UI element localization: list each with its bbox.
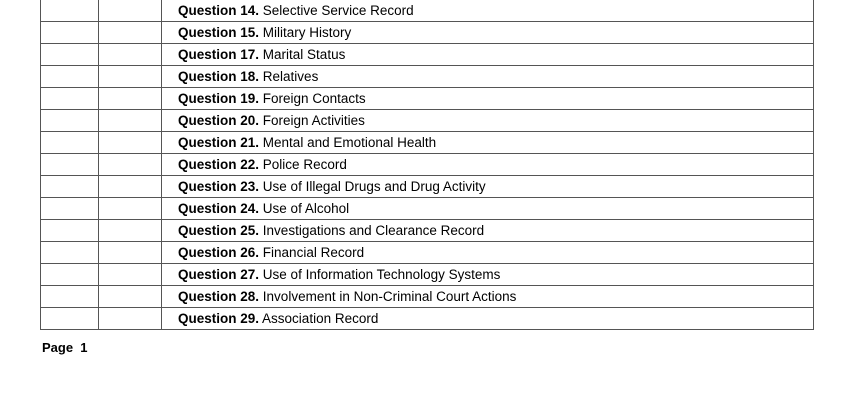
question-number: Question 27. xyxy=(178,267,260,282)
question-title: Involvement in Non-Criminal Court Actions xyxy=(262,289,517,304)
check-cell-b[interactable] xyxy=(99,220,162,242)
check-cell-b[interactable] xyxy=(99,286,162,308)
table-row xyxy=(41,198,814,220)
question-title: Foreign Activities xyxy=(262,113,365,128)
check-cell-a[interactable] xyxy=(41,0,99,22)
question-cell xyxy=(162,88,814,110)
question-number: Question 24. xyxy=(178,201,260,216)
table-row xyxy=(41,88,814,110)
question-title: Police Record xyxy=(262,157,347,172)
question-number: Question 22. xyxy=(178,157,260,172)
question-number: Question 23. xyxy=(178,179,260,194)
check-cell-b[interactable] xyxy=(99,242,162,264)
question-number: Question 20. xyxy=(178,113,260,128)
check-cell-b[interactable] xyxy=(99,308,162,330)
check-cell-a[interactable] xyxy=(41,88,99,110)
question-title: Association Record xyxy=(262,311,379,326)
table-row xyxy=(41,242,814,264)
question-number: Question 14. xyxy=(178,3,260,18)
question-cell xyxy=(162,220,814,242)
question-cell xyxy=(162,154,814,176)
check-cell-b[interactable] xyxy=(99,110,162,132)
question-cell xyxy=(162,286,814,308)
check-cell-b[interactable] xyxy=(99,88,162,110)
page-number-label: Page 1 xyxy=(42,340,88,355)
check-cell-a[interactable] xyxy=(41,176,99,198)
table-row xyxy=(41,22,814,44)
question-title: Military History xyxy=(262,25,352,40)
question-number: Question 19. xyxy=(178,91,260,106)
table-row xyxy=(41,154,814,176)
table-row xyxy=(41,132,814,154)
question-cell xyxy=(162,0,814,22)
table-row xyxy=(41,264,814,286)
check-cell-a[interactable] xyxy=(41,44,99,66)
check-cell-b[interactable] xyxy=(99,132,162,154)
check-cell-b[interactable] xyxy=(99,198,162,220)
question-title: Use of Illegal Drugs and Drug Activity xyxy=(262,179,486,194)
question-cell xyxy=(162,110,814,132)
question-cell xyxy=(162,66,814,88)
question-number: Question 29. xyxy=(178,311,260,326)
table-row xyxy=(41,308,814,330)
question-number: Question 15. xyxy=(178,25,260,40)
check-cell-b[interactable] xyxy=(99,264,162,286)
question-title: Selective Service Record xyxy=(262,3,414,18)
table-row xyxy=(41,110,814,132)
question-title: Investigations and Clearance Record xyxy=(262,223,485,238)
check-cell-b[interactable] xyxy=(99,176,162,198)
question-number: Question 28. xyxy=(178,289,260,304)
table-row xyxy=(41,66,814,88)
check-cell-a[interactable] xyxy=(41,220,99,242)
question-title: Use of Information Technology Systems xyxy=(262,267,501,282)
check-cell-a[interactable] xyxy=(41,308,99,330)
question-cell xyxy=(162,176,814,198)
check-cell-b[interactable] xyxy=(99,0,162,22)
question-title: Relatives xyxy=(262,69,319,84)
table-row xyxy=(41,44,814,66)
question-number: Question 25. xyxy=(178,223,260,238)
check-cell-a[interactable] xyxy=(41,286,99,308)
question-title: Foreign Contacts xyxy=(262,91,366,106)
check-cell-b[interactable] xyxy=(99,154,162,176)
check-cell-a[interactable] xyxy=(41,132,99,154)
questions-table xyxy=(40,0,814,330)
check-cell-b[interactable] xyxy=(99,22,162,44)
question-cell xyxy=(162,22,814,44)
check-cell-a[interactable] xyxy=(41,154,99,176)
question-cell xyxy=(162,198,814,220)
check-cell-a[interactable] xyxy=(41,264,99,286)
question-number: Question 21. xyxy=(178,135,260,150)
questions-table-body xyxy=(41,0,814,330)
table-row xyxy=(41,220,814,242)
question-number: Question 26. xyxy=(178,245,260,260)
question-cell xyxy=(162,44,814,66)
check-cell-a[interactable] xyxy=(41,22,99,44)
table-row xyxy=(41,0,814,22)
check-cell-a[interactable] xyxy=(41,242,99,264)
question-number: Question 18. xyxy=(178,69,260,84)
question-title: Use of Alcohol xyxy=(262,201,350,216)
question-cell xyxy=(162,308,814,330)
check-cell-b[interactable] xyxy=(99,44,162,66)
table-row xyxy=(41,286,814,308)
question-title: Mental and Emotional Health xyxy=(262,135,437,150)
question-cell xyxy=(162,264,814,286)
check-cell-a[interactable] xyxy=(41,198,99,220)
table-row xyxy=(41,176,814,198)
question-number: Question 17. xyxy=(178,47,260,62)
check-cell-a[interactable] xyxy=(41,110,99,132)
check-cell-b[interactable] xyxy=(99,66,162,88)
question-title: Marital Status xyxy=(262,47,346,62)
question-cell xyxy=(162,132,814,154)
question-title: Financial Record xyxy=(262,245,365,260)
check-cell-a[interactable] xyxy=(41,66,99,88)
question-cell xyxy=(162,242,814,264)
